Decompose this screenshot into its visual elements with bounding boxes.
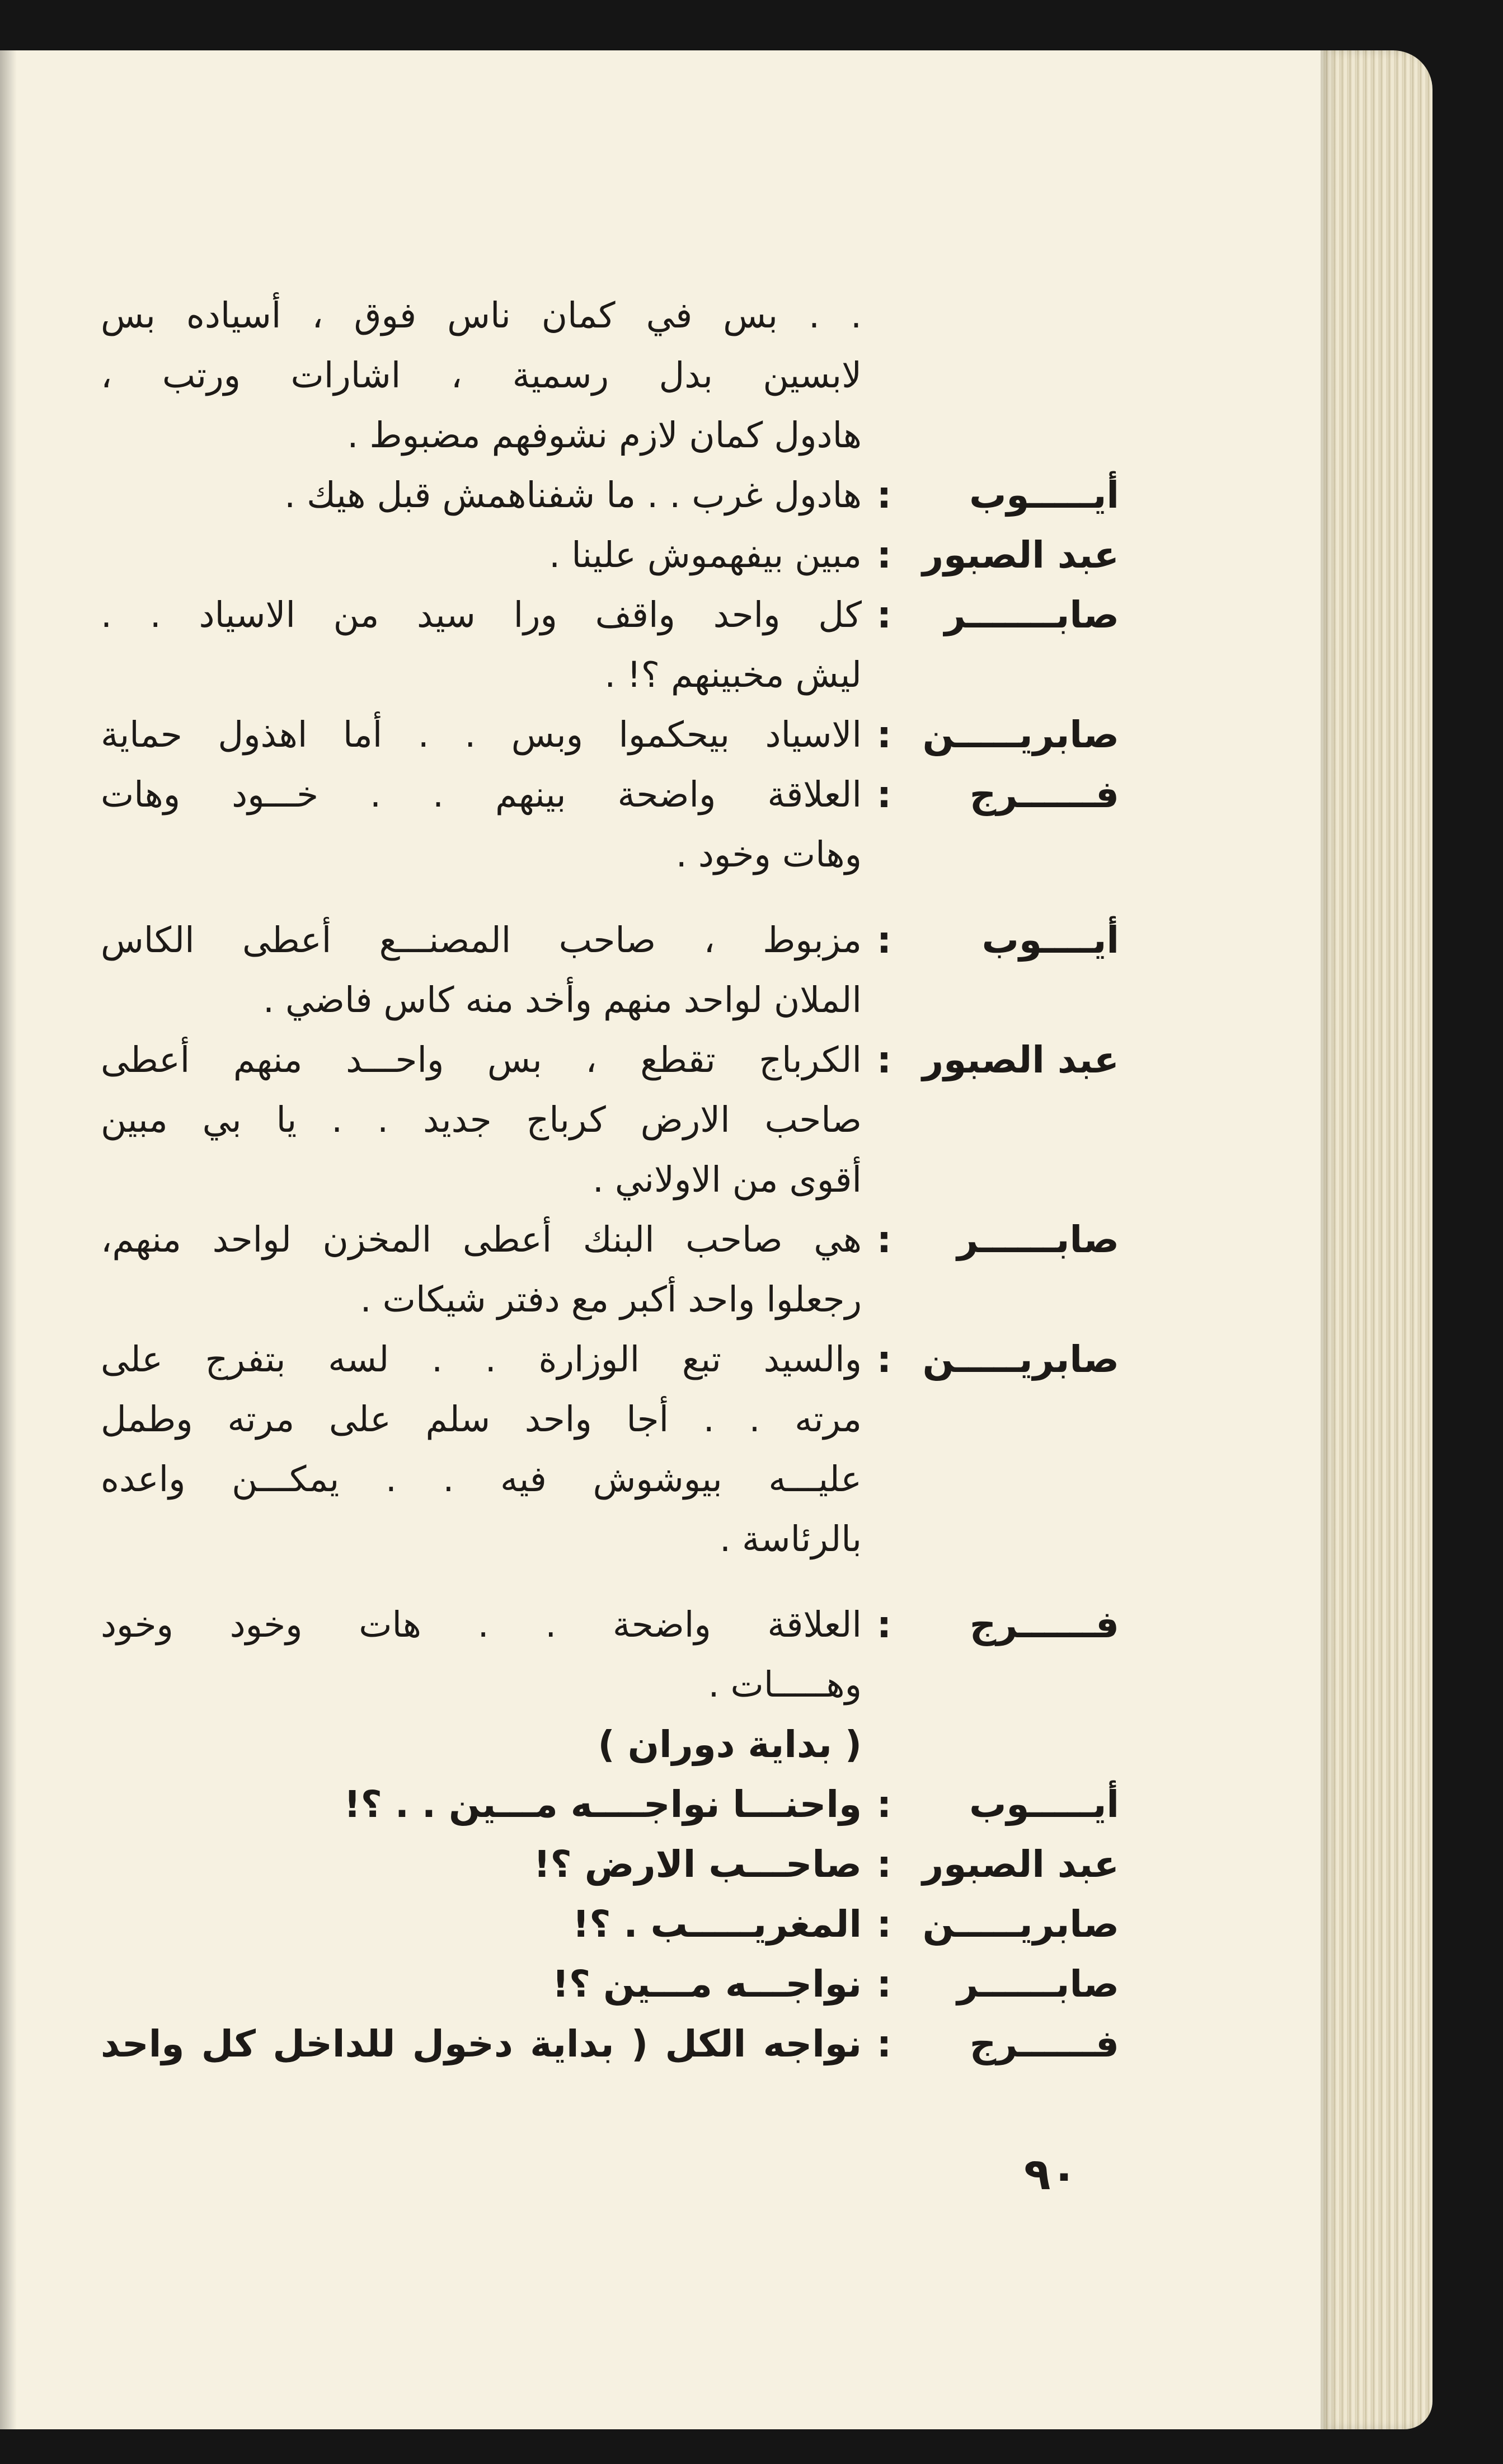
stage-direction-row	[101, 1715, 1119, 1774]
speaker-colon: :	[876, 593, 892, 636]
dialogue-entry	[101, 765, 1119, 884]
speaker-colon: :	[876, 1903, 892, 1946]
speaker-name: صابــــــر	[957, 1962, 1119, 2006]
dialogue-line: صاحب الارض كرباج جديد . . يا بي مبين	[101, 1099, 862, 1140]
speaker-colon: :	[876, 1962, 892, 2006]
speaker-colon: :	[876, 1783, 892, 1826]
dialogue-entry	[101, 1030, 1119, 1210]
speaker-name: فــــــرج	[969, 773, 1119, 816]
dialogue-entry	[101, 465, 1119, 525]
speaker-colon: :	[876, 533, 892, 577]
speaker-name: صابريـــــن	[922, 713, 1119, 756]
final-exchange-entry	[101, 1894, 1119, 1954]
page-text	[101, 285, 1119, 2074]
dialogue-entry	[101, 705, 1119, 765]
speaker-name: فــــــرج	[969, 1603, 1119, 1646]
speaker-name: عبد الصبور	[922, 533, 1119, 577]
intro-lines	[101, 285, 862, 465]
dialogue-entry	[101, 1595, 1119, 1715]
dialogue-line: واحنـــا نواجــــه مـــين . . ؟!	[344, 1783, 862, 1826]
speaker-name: عبد الصبور	[922, 1843, 1119, 1886]
dialogue-line: وهات وخود .	[675, 834, 862, 875]
speaker-colon: :	[876, 1843, 892, 1886]
speaker-colon: :	[876, 1218, 892, 1261]
speaker-name: أيــــوب	[981, 919, 1119, 962]
dialogue-line: العلاقة واضحة بينهم . . خـــود وهات	[101, 774, 862, 815]
page-number: ٩٠	[1024, 2149, 1078, 2200]
dialogue-line: مبين بيفهموش علينا .	[549, 535, 862, 575]
dialogue-line: العلاقة واضحة . . هات وخود وخود	[101, 1604, 862, 1645]
dialogue-line: هي صاحب البنك أعطى المخزن لواحد منهم،	[101, 1219, 862, 1260]
dialogue-line: صاحـــب الارض ؟!	[533, 1843, 862, 1886]
page-edges	[1321, 50, 1432, 2429]
page-gutter-shadow	[0, 50, 17, 2429]
dialogue-line: ليش مخبينهم ؟! .	[604, 654, 862, 695]
dialogue-line: أقوى من الاولاني .	[592, 1159, 862, 1200]
final-exchange-entry	[101, 2014, 1119, 2074]
dialogue-line: الكرباج تقطع ، بس واحـــد منهم أعطى	[101, 1039, 862, 1080]
final-exchange-entry	[101, 1774, 1119, 1834]
dialogue-line: عليـــه بيوشوش فيه . . يمكـــن واعده	[101, 1459, 862, 1500]
speaker-colon: :	[876, 1338, 892, 1381]
dialogue-line: نواجه الكل ( بداية دخول للداخل كل واحد	[101, 2022, 862, 2065]
speaker-colon: :	[876, 1603, 892, 1646]
dialogue-line: هادول غرب . . ما شفناهمش قبل هيك .	[284, 475, 862, 516]
speaker-colon: :	[876, 474, 892, 517]
dialogue-entry	[101, 525, 1119, 585]
dialogue-entry	[101, 1210, 1119, 1329]
dialogue-line: كل واحد واقف ورا سيد من الاسياد . .	[101, 594, 862, 635]
speaker-name: صابريـــــن	[922, 1338, 1119, 1381]
dialogue-line: المغريـــــب . ؟!	[572, 1903, 862, 1946]
dialogue-entry	[101, 910, 1119, 1030]
dialogue-line: رجعلوا واحد أكبر مع دفتر شيكات .	[360, 1279, 862, 1320]
final-exchange-entry	[101, 1954, 1119, 2014]
dialogue-line: مزبوط ، صاحب المصنـــع أعطى الكاس	[101, 920, 862, 961]
speaker-name: أيـــــوب	[969, 1783, 1119, 1826]
final-exchange-entry	[101, 1834, 1119, 1894]
dialogue-line: الملان لواحد منهم وأخد منه كاس فاضي .	[262, 980, 862, 1020]
dialogue-line: بالرئاسة .	[719, 1519, 862, 1559]
dialogue-entry	[101, 585, 1119, 705]
dialogue-line: مرته . . أجا واحد سلم على مرته وطمل	[101, 1399, 862, 1440]
speaker-name: صابــــــر	[957, 1218, 1119, 1261]
speaker-colon: :	[876, 773, 892, 816]
speaker-name: عبد الصبور	[922, 1038, 1119, 1081]
speaker-name: صابـــــــر	[944, 593, 1119, 636]
intro-line: . . بس في كمان ناس فوق ، أسياده بس	[101, 295, 862, 336]
speaker-name: فــــــرج	[969, 2022, 1119, 2065]
speaker-name: أيـــــوب	[969, 474, 1119, 517]
speaker-colon: :	[876, 713, 892, 756]
dialogue-line: الاسياد بيحكموا وبس . . أما اهذول حماية	[101, 714, 862, 755]
speaker-colon: :	[876, 1038, 892, 1081]
speaker-name: صابريـــــن	[922, 1903, 1119, 1946]
intro-block	[101, 285, 1119, 465]
stage-direction: ( بداية دوران )	[598, 1723, 862, 1766]
dialogue-line: وهـــــات .	[708, 1664, 862, 1705]
dialogue-entry	[101, 1329, 1119, 1569]
speaker-colon: :	[876, 919, 892, 962]
speaker-colon: :	[876, 2022, 892, 2065]
dialogue-line: والسيد تبع الوزارة . . لسه بتفرج على	[101, 1339, 862, 1380]
intro-line: لابسين بدل رسمية ، اشارات ورتب ،	[101, 355, 862, 396]
intro-line: هادول كمان لازم نشوفهم مضبوط .	[347, 415, 862, 456]
dialogue-line: نواجـــه مـــين ؟!	[552, 1962, 862, 2006]
